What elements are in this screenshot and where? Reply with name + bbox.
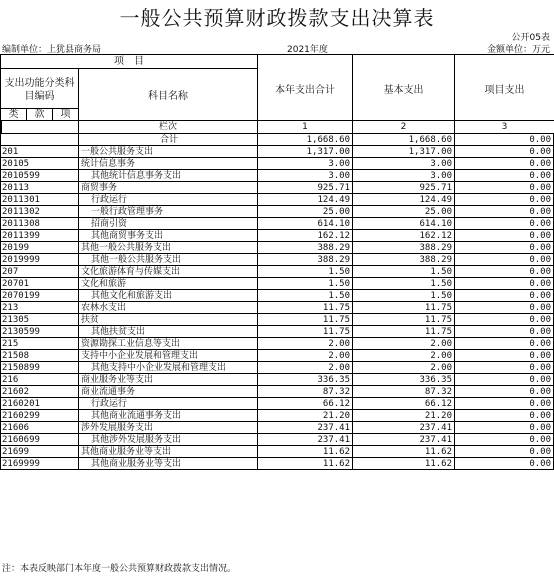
table-row bbox=[1, 254, 554, 266]
table-row bbox=[1, 458, 554, 470]
row-name: 支持中小企业发展和管理支出 bbox=[79, 350, 258, 362]
row-name: 其他商业服务业等支出 bbox=[79, 446, 258, 458]
row-name: 商业服务业等支出 bbox=[79, 374, 258, 386]
row-name: 统计信息事务 bbox=[79, 158, 258, 170]
row-code: 2019999 bbox=[1, 254, 79, 266]
row-basic: 11.75 bbox=[353, 302, 455, 314]
row-total: 237.41 bbox=[258, 434, 353, 446]
row-total: 66.12 bbox=[258, 398, 353, 410]
row-project: 0.00 bbox=[455, 290, 554, 302]
row-name: 招商引资 bbox=[79, 218, 258, 230]
row-code: 21699 bbox=[1, 446, 79, 458]
row-project: 0.00 bbox=[455, 386, 554, 398]
row-basic: 3.00 bbox=[353, 170, 455, 182]
xiang-header: 项 bbox=[60, 109, 71, 120]
row-total: 11.62 bbox=[258, 458, 353, 470]
table-row bbox=[1, 398, 554, 410]
row-total: 11.62 bbox=[258, 446, 353, 458]
table-row bbox=[1, 422, 554, 434]
row-basic: 2.00 bbox=[353, 338, 455, 350]
row-total: 2.00 bbox=[258, 350, 353, 362]
total-value-3: 0.00 bbox=[455, 134, 554, 146]
row-basic: 87.32 bbox=[353, 386, 455, 398]
row-basic: 162.12 bbox=[353, 230, 455, 242]
row-basic: 66.12 bbox=[353, 398, 455, 410]
row-code: 215 bbox=[1, 338, 79, 350]
row-basic: 237.41 bbox=[353, 422, 455, 434]
row-total: 11.75 bbox=[258, 326, 353, 338]
row-total: 925.71 bbox=[258, 182, 353, 194]
table-row bbox=[1, 302, 554, 314]
row-code: 2011399 bbox=[1, 230, 79, 242]
row-total: 25.00 bbox=[258, 206, 353, 218]
row-total: 2.00 bbox=[258, 338, 353, 350]
row-name: 涉外发展服务支出 bbox=[79, 422, 258, 434]
row-name: 其他商业流通事务支出 bbox=[79, 410, 258, 422]
footnote: 注：本表反映部门本年度一般公共预算财政拨款支出情况。 bbox=[2, 564, 237, 574]
row-code: 2011301 bbox=[1, 194, 79, 206]
row-basic: 25.00 bbox=[353, 206, 455, 218]
row-total: 3.00 bbox=[258, 170, 353, 182]
row-name: 资源勘探工业信息等支出 bbox=[79, 338, 258, 350]
row-total: 1.50 bbox=[258, 290, 353, 302]
row-total: 11.75 bbox=[258, 302, 353, 314]
row-basic: 11.62 bbox=[353, 446, 455, 458]
row-project: 0.00 bbox=[455, 218, 554, 230]
row-project: 0.00 bbox=[455, 206, 554, 218]
row-project: 0.00 bbox=[455, 278, 554, 290]
table-row bbox=[1, 350, 554, 362]
row-project: 0.00 bbox=[455, 398, 554, 410]
row-code: 2160699 bbox=[1, 434, 79, 446]
fiscal-year: 2021年度 bbox=[287, 45, 328, 55]
table-row bbox=[1, 434, 554, 446]
row-code: 2011302 bbox=[1, 206, 79, 218]
table-row bbox=[1, 278, 554, 290]
row-code: 201 bbox=[1, 146, 79, 158]
row-basic: 388.29 bbox=[353, 254, 455, 266]
row-code: 213 bbox=[1, 302, 79, 314]
row-project: 0.00 bbox=[455, 302, 554, 314]
row-basic: 237.41 bbox=[353, 434, 455, 446]
row-project: 0.00 bbox=[455, 182, 554, 194]
table-row bbox=[1, 158, 554, 170]
row-basic: 11.75 bbox=[353, 314, 455, 326]
row-code: 20105 bbox=[1, 158, 79, 170]
row-total: 237.41 bbox=[258, 422, 353, 434]
amount-unit: 金额单位：万元 bbox=[486, 45, 550, 55]
basic-column-header: 基本支出 bbox=[383, 85, 424, 96]
table-row bbox=[1, 206, 554, 218]
expenditure-table bbox=[0, 54, 554, 470]
class-header: 类 bbox=[8, 109, 19, 120]
table-row bbox=[1, 194, 554, 206]
row-code: 2011308 bbox=[1, 218, 79, 230]
row-total: 614.10 bbox=[258, 218, 353, 230]
row-project: 0.00 bbox=[455, 266, 554, 278]
row-total: 1.50 bbox=[258, 278, 353, 290]
row-total: 124.49 bbox=[258, 194, 353, 206]
row-total: 388.29 bbox=[258, 254, 353, 266]
row-project: 0.00 bbox=[455, 146, 554, 158]
row-code: 21508 bbox=[1, 350, 79, 362]
code-header: 支出功能分类科目编码 bbox=[4, 78, 75, 102]
row-project: 0.00 bbox=[455, 422, 554, 434]
row-name: 商业流通事务 bbox=[79, 386, 258, 398]
row-basic: 2.00 bbox=[353, 362, 455, 374]
row-code: 2150899 bbox=[1, 362, 79, 374]
row-basic: 2.00 bbox=[353, 350, 455, 362]
row-project: 0.00 bbox=[455, 434, 554, 446]
row-total: 388.29 bbox=[258, 242, 353, 254]
row-total: 2.00 bbox=[258, 362, 353, 374]
row-basic: 1.50 bbox=[353, 278, 455, 290]
row-project: 0.00 bbox=[455, 194, 554, 206]
row-code: 207 bbox=[1, 266, 79, 278]
row-code: 2070199 bbox=[1, 290, 79, 302]
row-project: 0.00 bbox=[455, 170, 554, 182]
table-header bbox=[1, 55, 554, 134]
row-name: 农林水支出 bbox=[79, 302, 258, 314]
table-row bbox=[1, 266, 554, 278]
table-row bbox=[1, 290, 554, 302]
row-total: 1,317.00 bbox=[258, 146, 353, 158]
compiling-unit: 编制单位：上犹县商务局 bbox=[2, 45, 102, 55]
column-number-2: 2 bbox=[400, 122, 407, 132]
name-header: 科目名称 bbox=[148, 91, 188, 102]
row-name: 其他涉外发展服务支出 bbox=[79, 434, 258, 446]
row-name: 其他商业服务业等支出 bbox=[79, 458, 258, 470]
total-column-header: 本年支出合计 bbox=[275, 85, 335, 96]
table-row bbox=[1, 146, 554, 158]
row-name: 其他一般公共服务支出 bbox=[79, 254, 258, 266]
row-basic: 388.29 bbox=[353, 242, 455, 254]
row-project: 0.00 bbox=[455, 254, 554, 266]
row-basic: 124.49 bbox=[353, 194, 455, 206]
table-row bbox=[1, 170, 554, 182]
kuan-header: 款 bbox=[34, 109, 45, 120]
row-name: 行政运行 bbox=[79, 398, 258, 410]
form-number: 公开05表 bbox=[511, 33, 550, 43]
table-body bbox=[1, 146, 554, 470]
row-name: 一般行政管理事务 bbox=[79, 206, 258, 218]
row-name: 一般公共服务支出 bbox=[79, 146, 258, 158]
row-basic: 1.50 bbox=[353, 290, 455, 302]
row-code: 20113 bbox=[1, 182, 79, 194]
project-column-header: 项目支出 bbox=[484, 85, 525, 96]
row-basic: 11.62 bbox=[353, 458, 455, 470]
row-basic: 336.35 bbox=[353, 374, 455, 386]
row-basic: 21.20 bbox=[353, 410, 455, 422]
row-name: 其他统计信息事务支出 bbox=[79, 170, 258, 182]
row-code: 21305 bbox=[1, 314, 79, 326]
row-name: 其他商贸事务支出 bbox=[79, 230, 258, 242]
project-header: 项 目 bbox=[114, 56, 144, 67]
row-basic: 11.75 bbox=[353, 326, 455, 338]
column-number-3: 3 bbox=[501, 122, 508, 132]
table-row bbox=[1, 410, 554, 422]
row-code: 21606 bbox=[1, 422, 79, 434]
row-basic: 925.71 bbox=[353, 182, 455, 194]
row-total: 1.50 bbox=[258, 266, 353, 278]
row-project: 0.00 bbox=[455, 350, 554, 362]
row-code: 216 bbox=[1, 374, 79, 386]
row-basic: 614.10 bbox=[353, 218, 455, 230]
row-name: 扶贫 bbox=[79, 314, 258, 326]
total-label: 合计 bbox=[79, 134, 258, 146]
row-name: 其他文化和旅游支出 bbox=[79, 290, 258, 302]
row-project: 0.00 bbox=[455, 410, 554, 422]
row-name: 其他支持中小企业发展和管理支出 bbox=[79, 362, 258, 374]
row-code: 21602 bbox=[1, 386, 79, 398]
row-total: 162.12 bbox=[258, 230, 353, 242]
table-row bbox=[1, 362, 554, 374]
page-title: 一般公共预算财政拨款支出决算表 bbox=[119, 6, 435, 30]
row-name: 其他扶贫支出 bbox=[79, 326, 258, 338]
column-number-1: 1 bbox=[302, 122, 308, 132]
row-project: 0.00 bbox=[455, 374, 554, 386]
table-row bbox=[1, 326, 554, 338]
row-name: 商贸事务 bbox=[79, 182, 258, 194]
row-basic: 1,317.00 bbox=[353, 146, 455, 158]
row-code: 2130599 bbox=[1, 326, 79, 338]
row-project: 0.00 bbox=[455, 446, 554, 458]
row-code: 2160299 bbox=[1, 410, 79, 422]
table-row bbox=[1, 314, 554, 326]
table-row bbox=[1, 230, 554, 242]
row-name: 行政运行 bbox=[79, 194, 258, 206]
lanci-label: 栏次 bbox=[158, 122, 177, 132]
row-name: 其他一般公共服务支出 bbox=[79, 242, 258, 254]
row-total: 11.75 bbox=[258, 314, 353, 326]
table-row bbox=[1, 374, 554, 386]
table-row bbox=[1, 446, 554, 458]
row-name: 文化和旅游 bbox=[79, 278, 258, 290]
table-row bbox=[1, 242, 554, 254]
row-code: 2010599 bbox=[1, 170, 79, 182]
row-project: 0.00 bbox=[455, 458, 554, 470]
table-row bbox=[1, 386, 554, 398]
row-code: 2169999 bbox=[1, 458, 79, 470]
table-row bbox=[1, 182, 554, 194]
row-basic: 3.00 bbox=[353, 158, 455, 170]
row-project: 0.00 bbox=[455, 158, 554, 170]
row-project: 0.00 bbox=[455, 326, 554, 338]
total-value-1: 1,668.60 bbox=[258, 134, 353, 146]
row-basic: 1.50 bbox=[353, 266, 455, 278]
row-total: 87.32 bbox=[258, 386, 353, 398]
total-row bbox=[1, 134, 554, 146]
row-code: 2160201 bbox=[1, 398, 79, 410]
row-name: 文化旅游体育与传媒支出 bbox=[79, 266, 258, 278]
table-row bbox=[1, 218, 554, 230]
row-project: 0.00 bbox=[455, 314, 554, 326]
table-row bbox=[1, 338, 554, 350]
row-project: 0.00 bbox=[455, 362, 554, 374]
row-total: 21.20 bbox=[258, 410, 353, 422]
total-value-2: 1,668.60 bbox=[353, 134, 455, 146]
row-project: 0.00 bbox=[455, 230, 554, 242]
row-code: 20199 bbox=[1, 242, 79, 254]
row-total: 3.00 bbox=[258, 158, 353, 170]
row-project: 0.00 bbox=[455, 338, 554, 350]
row-project: 0.00 bbox=[455, 242, 554, 254]
row-code: 20701 bbox=[1, 278, 79, 290]
row-total: 336.35 bbox=[258, 374, 353, 386]
